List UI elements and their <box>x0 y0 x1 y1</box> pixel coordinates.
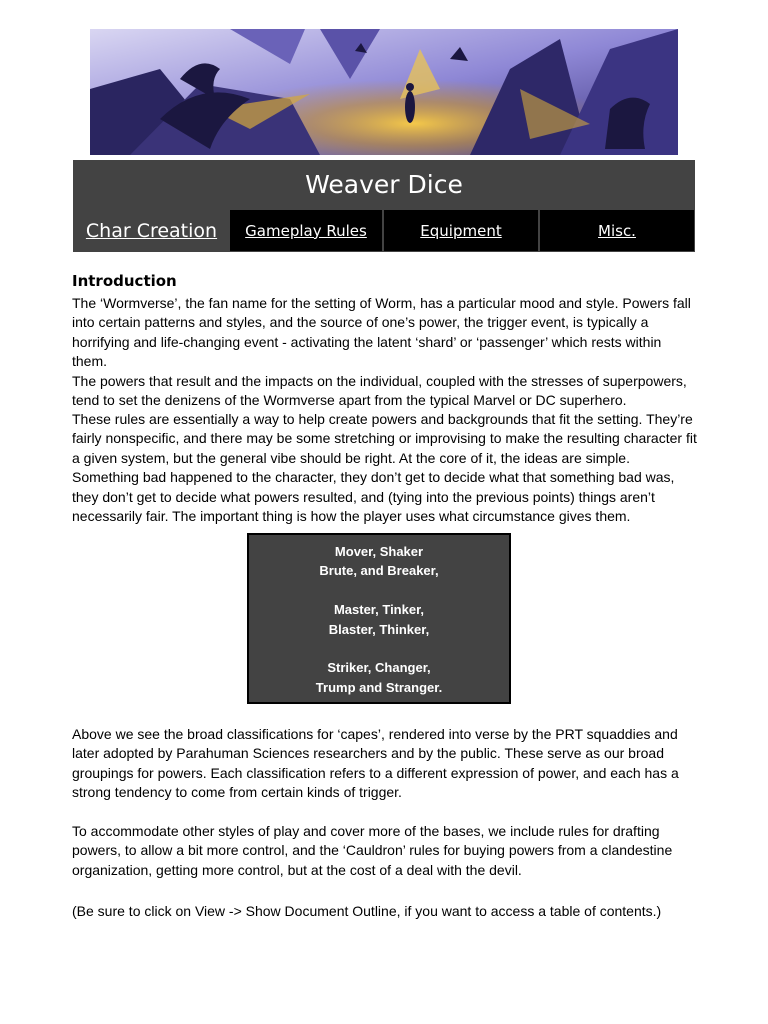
cape-classification-verse <box>247 533 511 704</box>
banner-illustration <box>90 29 678 155</box>
intro-paragraph-4: To accommodate other styles of play and cover more of the bases, we include rules for drafting powers, to allow a bit more control, and the ‘Cauldron’ rules for buying powers from a clandestine organization, getting more control, but at the cost of a deal with the devil. <box>72 823 673 878</box>
verse-line <box>249 639 509 658</box>
nav-equipment[interactable]: Equipment <box>384 210 538 251</box>
verse-line: Master, Tinker, <box>333 602 425 618</box>
verse-line <box>249 581 509 600</box>
verse-line: Trump and Stranger. <box>315 679 443 695</box>
intro-paragraph-1: The ‘Wormverse’, the fan name for the setting of Worm, has a particular mood and style. Powers fall into certain patterns and styles, and the source of one’s power, the trigger event, is typically a horrifying and life-changing event - activating the latent ‘shard’ or ‘passenger’ which rests within them. The powers that result and the impacts on the individual, coupled with the stresses of superpowers, tend to set the denizens of the Wormverse apart from the typical Marvel or DC superhero. <box>72 295 691 409</box>
verse-line: Blaster, Thinker, <box>328 621 430 637</box>
banner-image <box>90 29 678 155</box>
intro-paragraph-5: (Be sure to click on View -> Show Document Outline, if you want to access a table of contents.) <box>72 903 662 919</box>
verse-line: Striker, Changer, <box>327 660 431 676</box>
verse-line: Brute, and Breaker, <box>319 563 439 579</box>
nav-char-creation[interactable]: Char Creation <box>74 210 229 251</box>
nav-misc[interactable]: Misc. <box>540 210 694 251</box>
section-heading-introduction: Introduction <box>72 272 177 290</box>
intro-paragraph-3: Above we see the broad classifications for ‘capes’, rendered into verse by the PRT squaddies and later adopted by Parahuman Sciences researchers and by the public. These serve as our broad groupings for powers. Each classification refers to a different expression of power, and each has a strong tendency to come from certain kinds of trigger. <box>72 726 679 801</box>
verse-line: Mover, Shaker <box>334 544 424 559</box>
intro-paragraph-2: These rules are essentially a way to help create powers and backgrounds that fit the setting. They’re fairly nonspecific, and there may be some stretching or improvising to make the resulting character fit a given system, but the general vibe should be right. At the core of it, the ideas are simple. Something bad happened to the character, they don’t get to decide what that something bad was, they don’t get to decide what powers resulted, and (tying into the previous points) things aren’t necessarily fair. The important thing is how the player uses what circumstance gives them. <box>72 411 697 525</box>
site-header <box>73 160 695 252</box>
site-title: Weaver Dice <box>305 170 463 199</box>
nav-gameplay-rules[interactable]: Gameplay Rules <box>230 210 382 251</box>
